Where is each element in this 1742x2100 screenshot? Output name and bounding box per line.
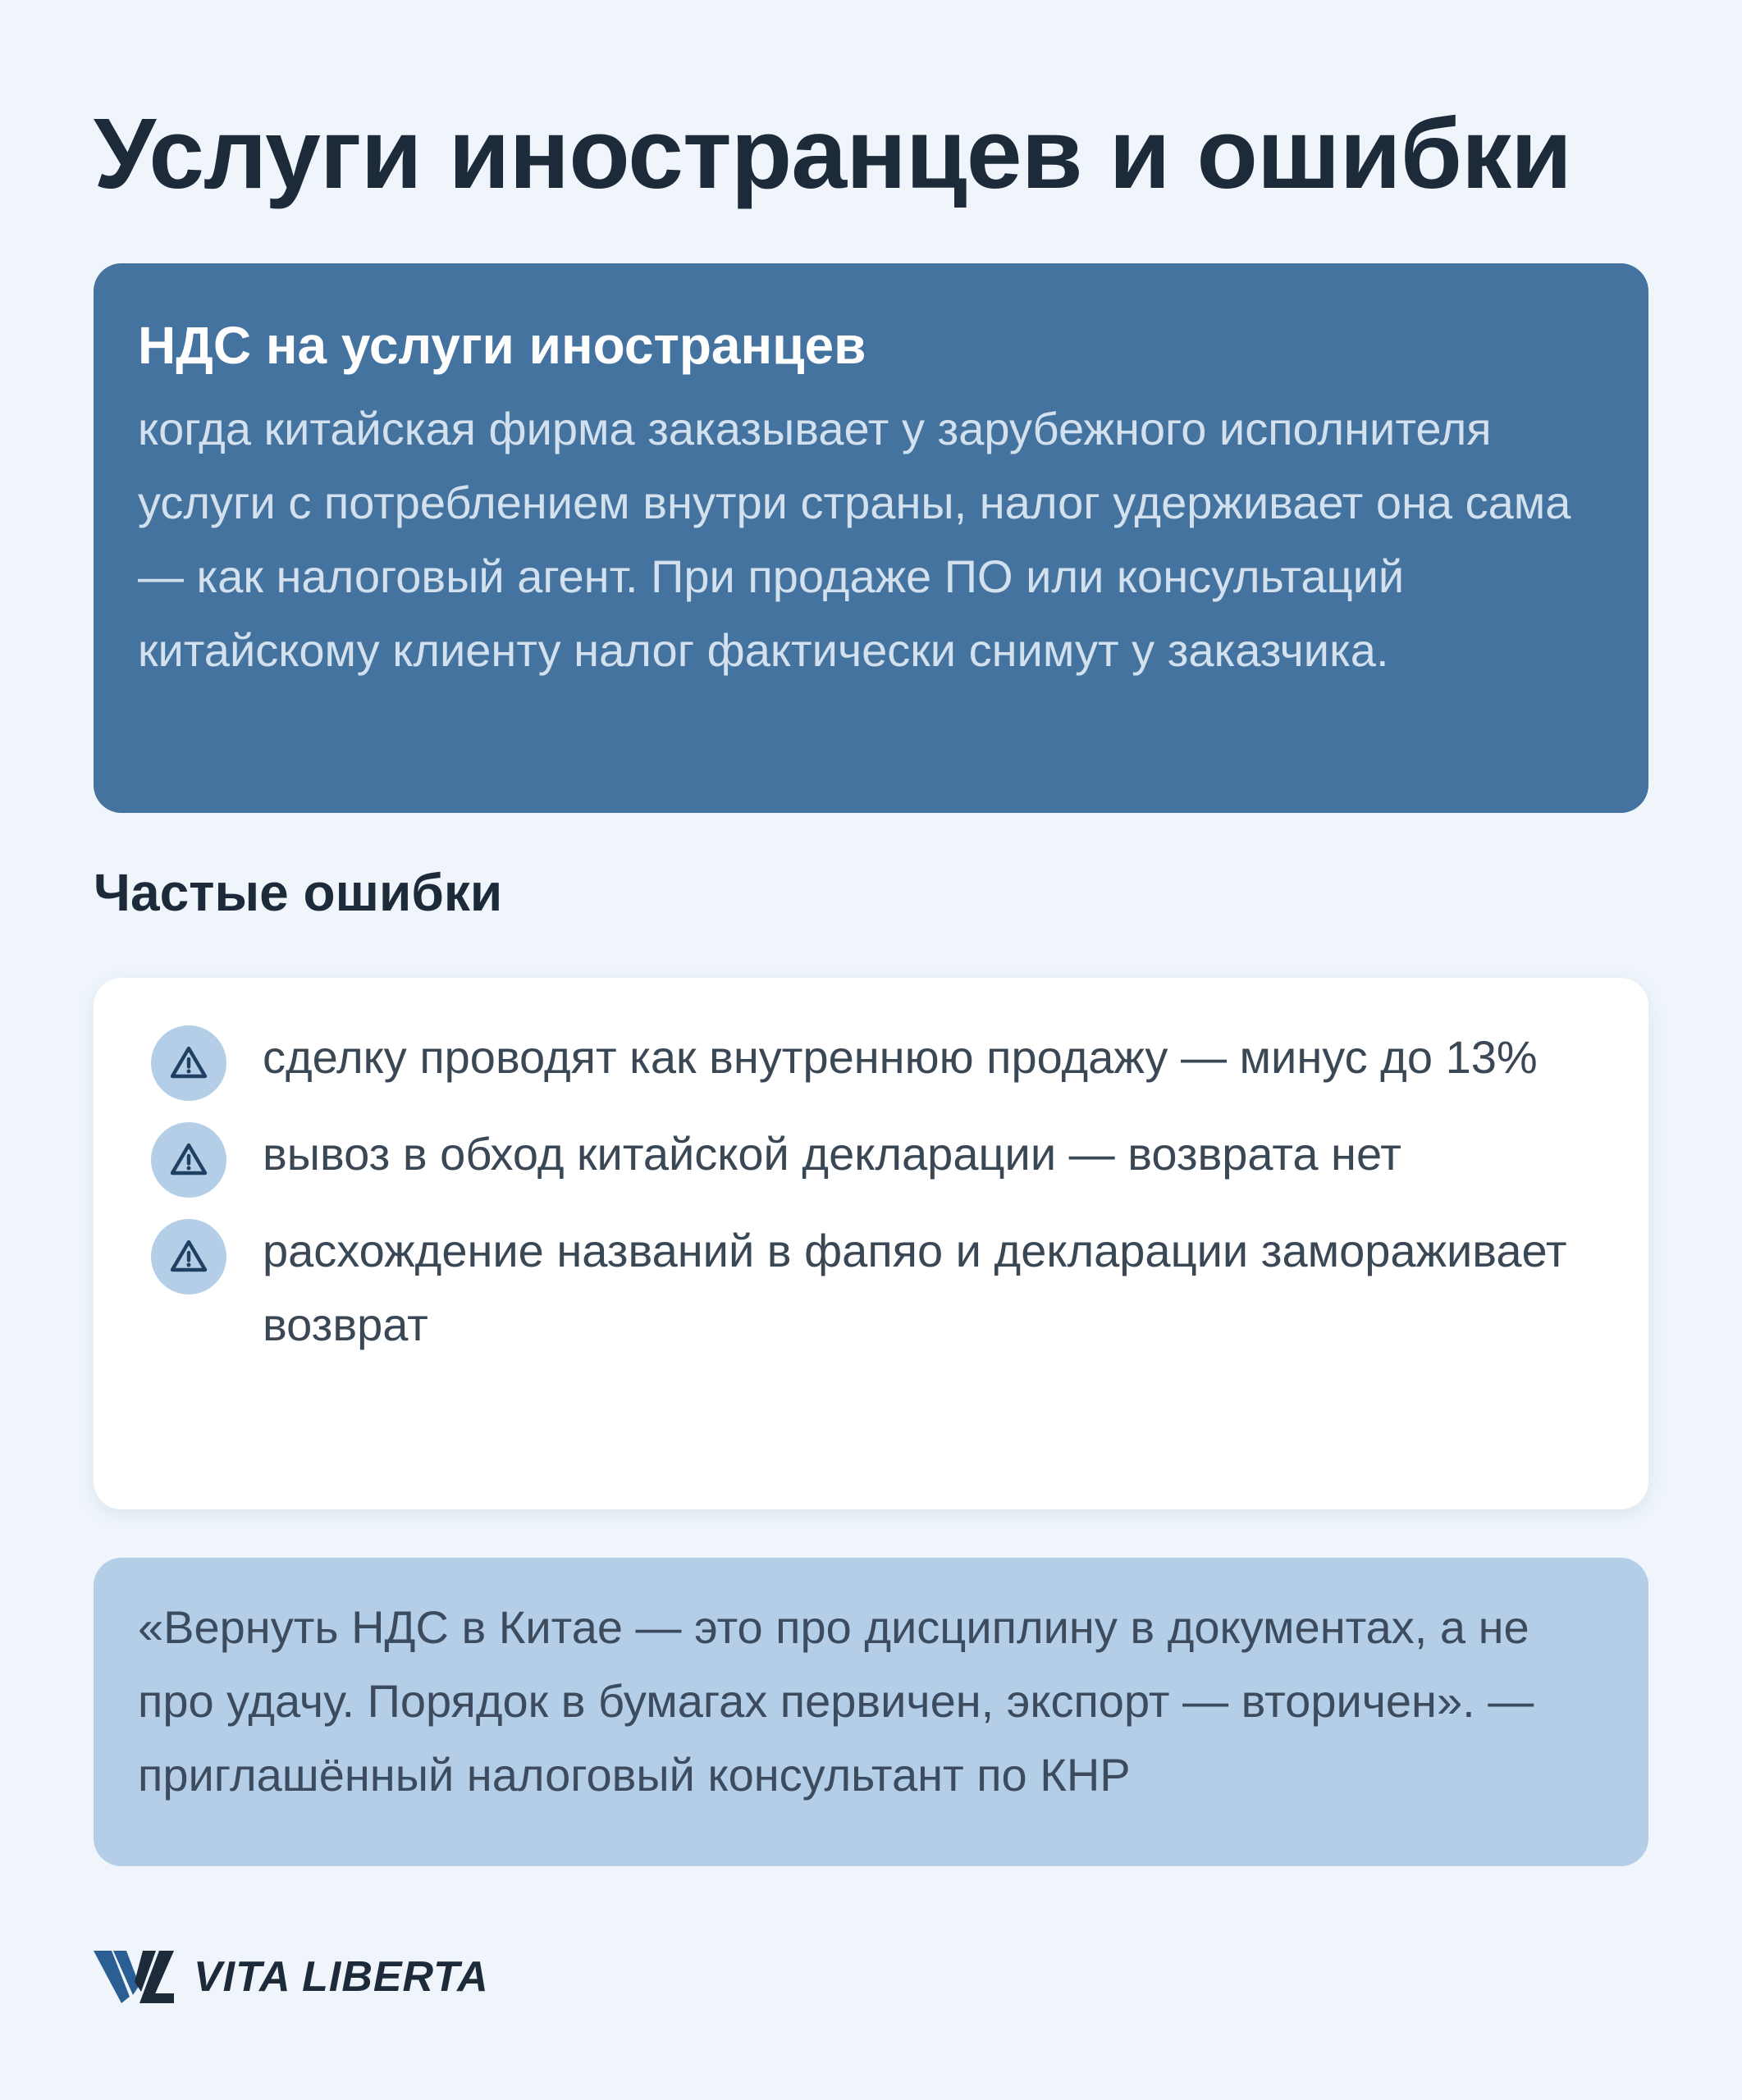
error-item [151, 1124, 1599, 1198]
quote-card [94, 1558, 1648, 1866]
error-item [151, 1027, 1599, 1101]
page-title: Услуги иностранцев и ошибки [94, 98, 1572, 209]
brand [94, 1944, 489, 2010]
error-item [151, 1221, 1599, 1362]
error-text: вывоз в обход китайской декларации — возврата нет [263, 1128, 1401, 1180]
brand-name: VITA LIBERTA [194, 1953, 489, 2001]
warning-icon [151, 1122, 226, 1198]
warning-icon [151, 1219, 226, 1294]
brand-logo-icon [94, 1946, 176, 2008]
errors-section-title: Частые ошибки [94, 863, 503, 922]
error-text: расхождение названий в фапяо и декларации замораживает возврат [263, 1225, 1567, 1350]
error-text: сделку проводят как внутреннюю продажу — минус до 13% [263, 1031, 1538, 1083]
vat-info-card [94, 263, 1648, 813]
errors-list [151, 1027, 1599, 1362]
vat-card-body: когда китайская фирма заказывает у зарубежного исполнителя услуги с потреблением внутри страны, налог удерживает она сама — как налоговый агент. При продаже ПО или консультаций китайскому клиенту налог фактически снимут у заказчика. [138, 402, 1571, 676]
quote-text: «Вернуть НДС в Китае — это про дисциплину в документах, а не про удачу. Порядок в бумагах первичен, экспорт — вторичен». — приглашённый налоговый консультант по КНР [138, 1601, 1534, 1801]
vat-card-title: НДС на услуги иностранцев [138, 316, 866, 375]
warning-icon [151, 1025, 226, 1101]
errors-card [94, 978, 1648, 1509]
